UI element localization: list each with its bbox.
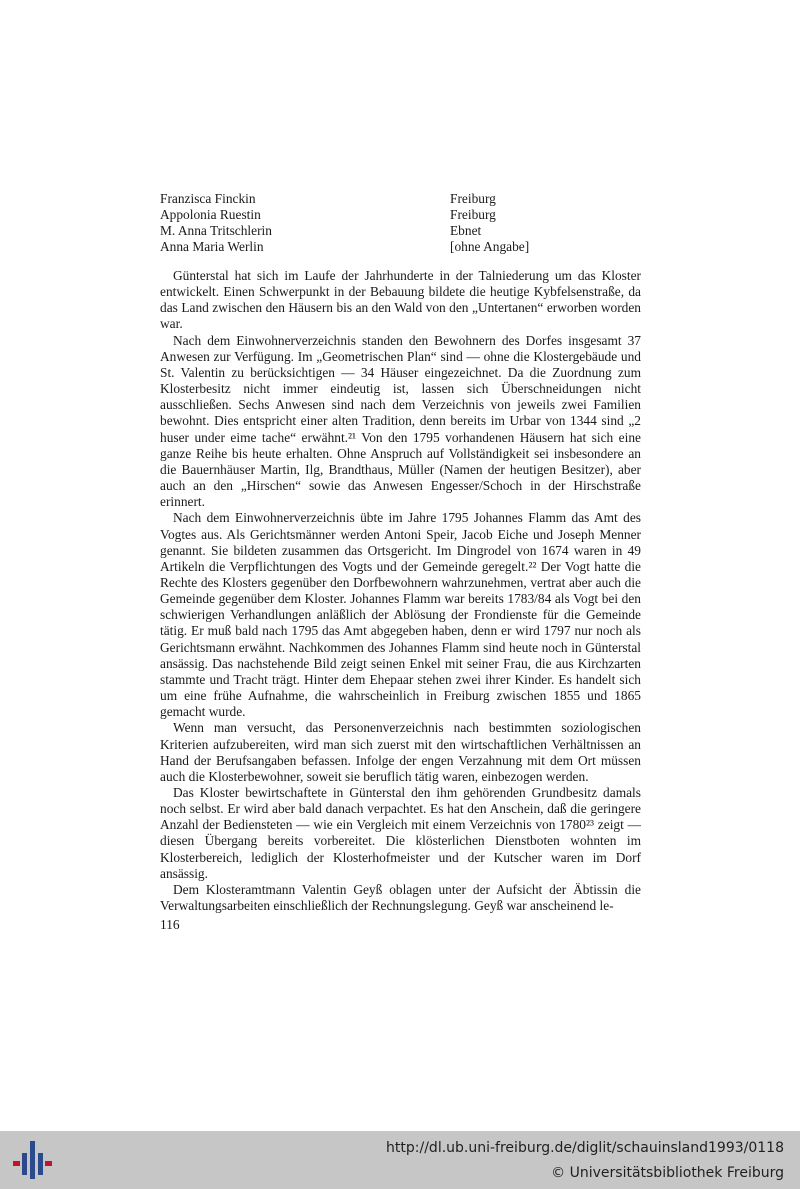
footer-bar (0, 1131, 800, 1189)
page-number: 116 (160, 917, 180, 932)
person-origin: [ohne Angabe] (450, 239, 530, 254)
person-name: Franzisca Finckin (160, 191, 256, 206)
name-row (160, 191, 650, 207)
body-text (160, 268, 641, 914)
name-row (160, 239, 650, 255)
person-name: Anna Maria Werlin (160, 239, 264, 254)
ub-freiburg-logo-icon (12, 1139, 52, 1181)
person-origin: Ebnet (450, 223, 482, 238)
person-origin: Freiburg (450, 191, 496, 206)
paragraph: Nach dem Einwohnerverzeichnis übte im Jahre 1795 Johannes Flamm das Amt des Vogtes aus. Als Gerichtsmänner werden Antoni Speir, Jacob Eiche und Joseph Menner genannt. Sie bildeten zusammen das Ortsgericht. Im Dingrodel von 1674 waren in 49 Artikeln die Verpflichtungen des Vogts und der Gemeinde geregelt.²² Der Vogt hatte die Rechte des Klosters gegenüber den Dorfbewohnern wahrzunehmen, vertrat aber auch die Gemeinde gegenüber dem Kloster. Johannes Flamm war bereits 1783/84 als Vogt bei den schwierigen Verhandlungen anläßlich der Ablösung der Frondienste für die Gemeinde tätig. Er muß bald nach 1795 das Amt abgegeben haben, denn er wird 1797 nur noch als Gerichtsmann erwähnt. Nachkommen des Johannes Flamm sind heute noch in Günterstal ansässig. Das nachstehende Bild zeigt seinen Enkel mit seiner Frau, die aus Kirchzarten stammte und Tracht trägt. Hinter dem Ehepaar stehen zwei ihrer Kinder. Es handelt sich um eine frühe Aufnahme, die wahrscheinlich in Freiburg zwischen 1855 und 1865 gemacht wurde. (160, 510, 641, 720)
person-name: Appolonia Ruestin (160, 207, 261, 222)
copyright-text: © Universitätsbibliothek Freiburg (551, 1165, 784, 1181)
person-origin: Freiburg (450, 207, 496, 222)
paragraph: Das Kloster bewirtschaftete in Günterstal den ihm gehörenden Grundbesitz damals noch selbst. Er wird aber bald danach verpachtet. Es hat den Anschein, daß die geringere Anzahl der Bediensteten — wie ein Vergleich mit einem Verzeichnis von 1780²³ zeigt — diesen Übergang bereits vorbereitet. Die klösterlichen Dienstboten wohnten im Klosterbereich, lediglich der Klosterhofmeister und der Kutscher waren im Dorf ansässig. (160, 785, 641, 881)
paragraph: Dem Klosteramtmann Valentin Geyß oblagen unter der Aufsicht der Äbtissin die Verwaltungsarbeiten einschließlich der Rechnungslegung. Geyß war anscheinend le- (160, 881, 641, 914)
names-table (160, 191, 650, 255)
permalink-link[interactable]: http://dl.ub.uni-freiburg.de/diglit/schauinsland1993/0118 (386, 1140, 784, 1156)
paragraph: Günterstal hat sich im Laufe der Jahrhunderte in der Talniederung um das Kloster entwickelt. Einen Schwerpunkt in der Bebauung bildete die heutige Kybfelsenstraße, da das Land zwischen den Häusern bis an den Wald von den „Untertanen“ erworben worden war. (160, 268, 641, 332)
person-name: M. Anna Tritschlerin (160, 223, 272, 238)
name-row (160, 207, 650, 223)
paragraph: Nach dem Einwohnerverzeichnis standen den Bewohnern des Dorfes insgesamt 37 Anwesen zur Verfügung. Im „Geometrischen Plan“ sind — ohne die Klostergebäude und St. Valentin zu berücksichtigen — 34 Häuser eingezeichnet. Da die Zuordnung zum Klosterbesitz nicht immer eindeutig ist, lassen sich Überschneidungen nicht ausschließen. Sechs Anwesen sind nach dem Verzeichnis von jeweils zwei Familien bewohnt. Dies entspricht einer alten Tradition, denn bereits im Urbar von 1344 sind „2 huser under eime tache“ erwähnt.²¹ Von den 1795 vorhandenen Häusern hat sich eine ganze Reihe bis heute erhalten. Ohne Anspruch auf Vollständigkeit sei insbesondere an die Bauernhäuser Martin, Ilg, Brandthaus, Müller (Namen der heutigen Besitzer), aber auch an den „Hirschen“ sowie das Anwesen Engesser/Schoch in der Hirschstraße erinnert. (160, 332, 641, 510)
paragraph: Wenn man versucht, das Personenverzeichnis nach bestimmten soziologischen Kriterien aufzubereiten, wird man sich zuerst mit den wirtschaftlichen Verhältnissen an Hand der Berufsangaben befassen. Infolge der engen Verzahnung mit dem Ort müssen auch die Klosterbewohner, soweit sie beruflich tätig waren, einbezogen werden. (160, 720, 641, 784)
name-row (160, 223, 650, 239)
